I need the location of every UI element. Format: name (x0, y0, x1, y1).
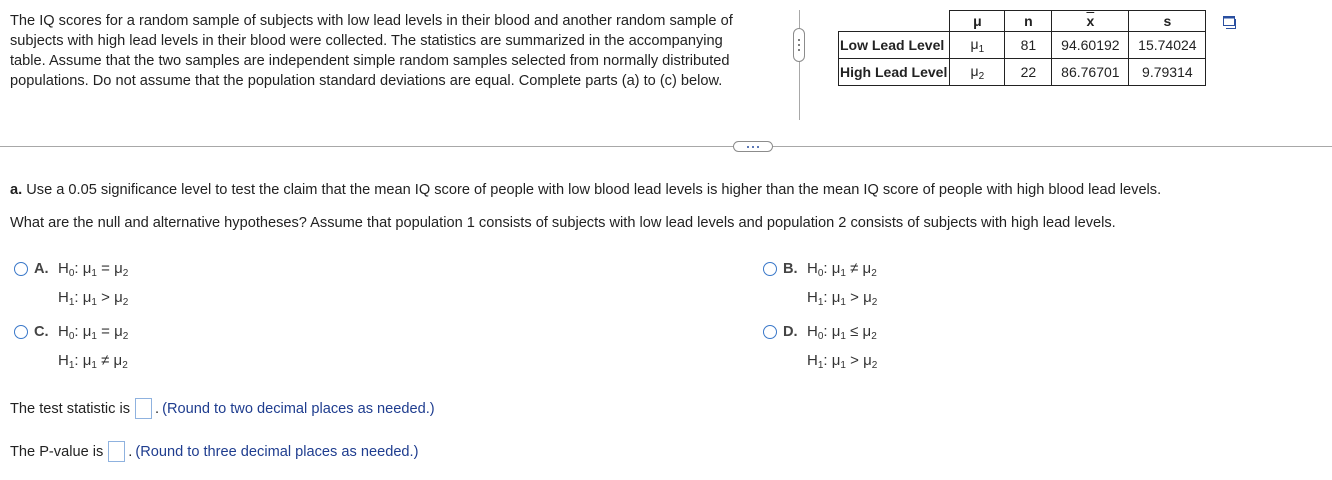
alternative-hypothesis: $H_1$: $\mu_1 > \mu_2$ (58, 289, 129, 308)
mu-symbol: μ (970, 62, 979, 79)
table-row (839, 59, 1206, 86)
alternative-hypothesis: $H_1$: $\mu_1 > \mu_2$ (807, 289, 878, 308)
cell-mu-low (950, 32, 1005, 59)
option-hypotheses (807, 320, 877, 378)
test-statistic-hint: (Round to two decimal places as needed.) (162, 400, 435, 417)
row-label-low: Low Lead Level (839, 32, 950, 59)
cell-xbar-low: 94.60192 (1052, 32, 1129, 59)
copy-table-icon[interactable] (1223, 16, 1237, 29)
option-hypotheses (807, 257, 877, 315)
radio-button[interactable] (14, 262, 28, 276)
horizontal-pane-divider[interactable] (0, 146, 1332, 147)
cell-mu-high (950, 59, 1005, 86)
handle-dot (798, 39, 800, 41)
question-part-a (10, 182, 1161, 198)
table-row (839, 32, 1206, 59)
alternative-hypothesis: $H_1$: $\mu_1 > \mu_2$ (807, 352, 878, 371)
mu-subscript: 1 (978, 43, 985, 55)
cell-s-high: 9.79314 (1129, 59, 1206, 86)
period: . (155, 400, 160, 417)
vertical-resize-handle[interactable] (793, 28, 805, 62)
header-mu: μ (950, 11, 1005, 32)
option-hypotheses (58, 257, 128, 315)
radio-button[interactable] (14, 325, 28, 339)
mu-subscript: 2 (978, 70, 985, 82)
option-c[interactable] (14, 322, 128, 378)
handle-dot (798, 44, 800, 46)
handle-dot (752, 146, 754, 148)
test-statistic-label: The test statistic is (10, 400, 131, 417)
handle-dot (747, 146, 749, 148)
cell-n-high: 22 (1005, 59, 1052, 86)
test-statistic-line (10, 398, 435, 419)
part-text: Use a 0.05 significance level to test the claim that the mean IQ score of people with low blood lead levels is higher than the mean IQ score of people with high blood lead levels. (26, 182, 1162, 198)
radio-button[interactable] (763, 325, 777, 339)
table-corner (839, 11, 950, 32)
period: . (128, 443, 133, 460)
xbar-symbol: $\overline{x}$ (1086, 13, 1095, 29)
option-a[interactable] (14, 259, 128, 315)
mu-symbol: μ (970, 35, 979, 52)
option-letter: B. (783, 261, 798, 277)
radio-button[interactable] (763, 262, 777, 276)
header-s: s (1129, 11, 1206, 32)
header-xbar (1052, 11, 1129, 32)
option-letter: D. (783, 324, 798, 340)
handle-dot (798, 49, 800, 51)
null-hypothesis: $H_0$: $\mu_1 = \mu_2$ (58, 260, 129, 279)
table-header-row (839, 11, 1206, 32)
option-d[interactable] (763, 322, 877, 378)
pvalue-hint: (Round to three decimal places as needed.) (135, 443, 419, 460)
pvalue-label: The P-value is (10, 443, 104, 460)
vertical-pane-divider[interactable] (799, 10, 800, 120)
problem-intro: The IQ scores for a random sample of subjects with low lead levels in their blood and another random sample of subjects with high lead levels in their blood were collected. The statistics are summarized in the accompanying table. Assume that the two samples are independent simple random samples selected from normally distributed populations. Do not assume that the population standard deviations are equal. Complete parts (a) to (c) below. (10, 13, 733, 89)
horizontal-resize-handle[interactable] (733, 141, 773, 152)
handle-dot (757, 146, 759, 148)
cell-s-low: 15.74024 (1129, 32, 1206, 59)
option-letter: A. (34, 261, 49, 277)
alternative-hypothesis: $H_1$: $\mu_1 \ne \mu_2$ (58, 352, 128, 371)
row-label-high: High Lead Level (839, 59, 950, 86)
null-hypothesis: $H_0$: $\mu_1 = \mu_2$ (58, 323, 129, 342)
statistics-table (838, 10, 1206, 86)
cell-xbar-high: 86.76701 (1052, 59, 1129, 86)
option-letter: C. (34, 324, 49, 340)
option-b[interactable] (763, 259, 877, 315)
hypotheses-prompt: What are the null and alternative hypotheses? Assume that population 1 consists of subjects with low lead levels and population 2 consists of subjects with high lead levels. (10, 215, 1116, 231)
option-hypotheses (58, 320, 128, 378)
null-hypothesis: $H_0$: $\mu_1 \ne \mu_2$ (807, 260, 877, 279)
pvalue-line (10, 441, 418, 462)
null-hypothesis: $H_0$: $\mu_1 \le \mu_2$ (807, 323, 877, 342)
header-n: n (1005, 11, 1052, 32)
test-statistic-input[interactable] (135, 398, 152, 419)
part-label: a. (10, 182, 23, 198)
cell-n-low: 81 (1005, 32, 1052, 59)
pvalue-input[interactable] (108, 441, 125, 462)
